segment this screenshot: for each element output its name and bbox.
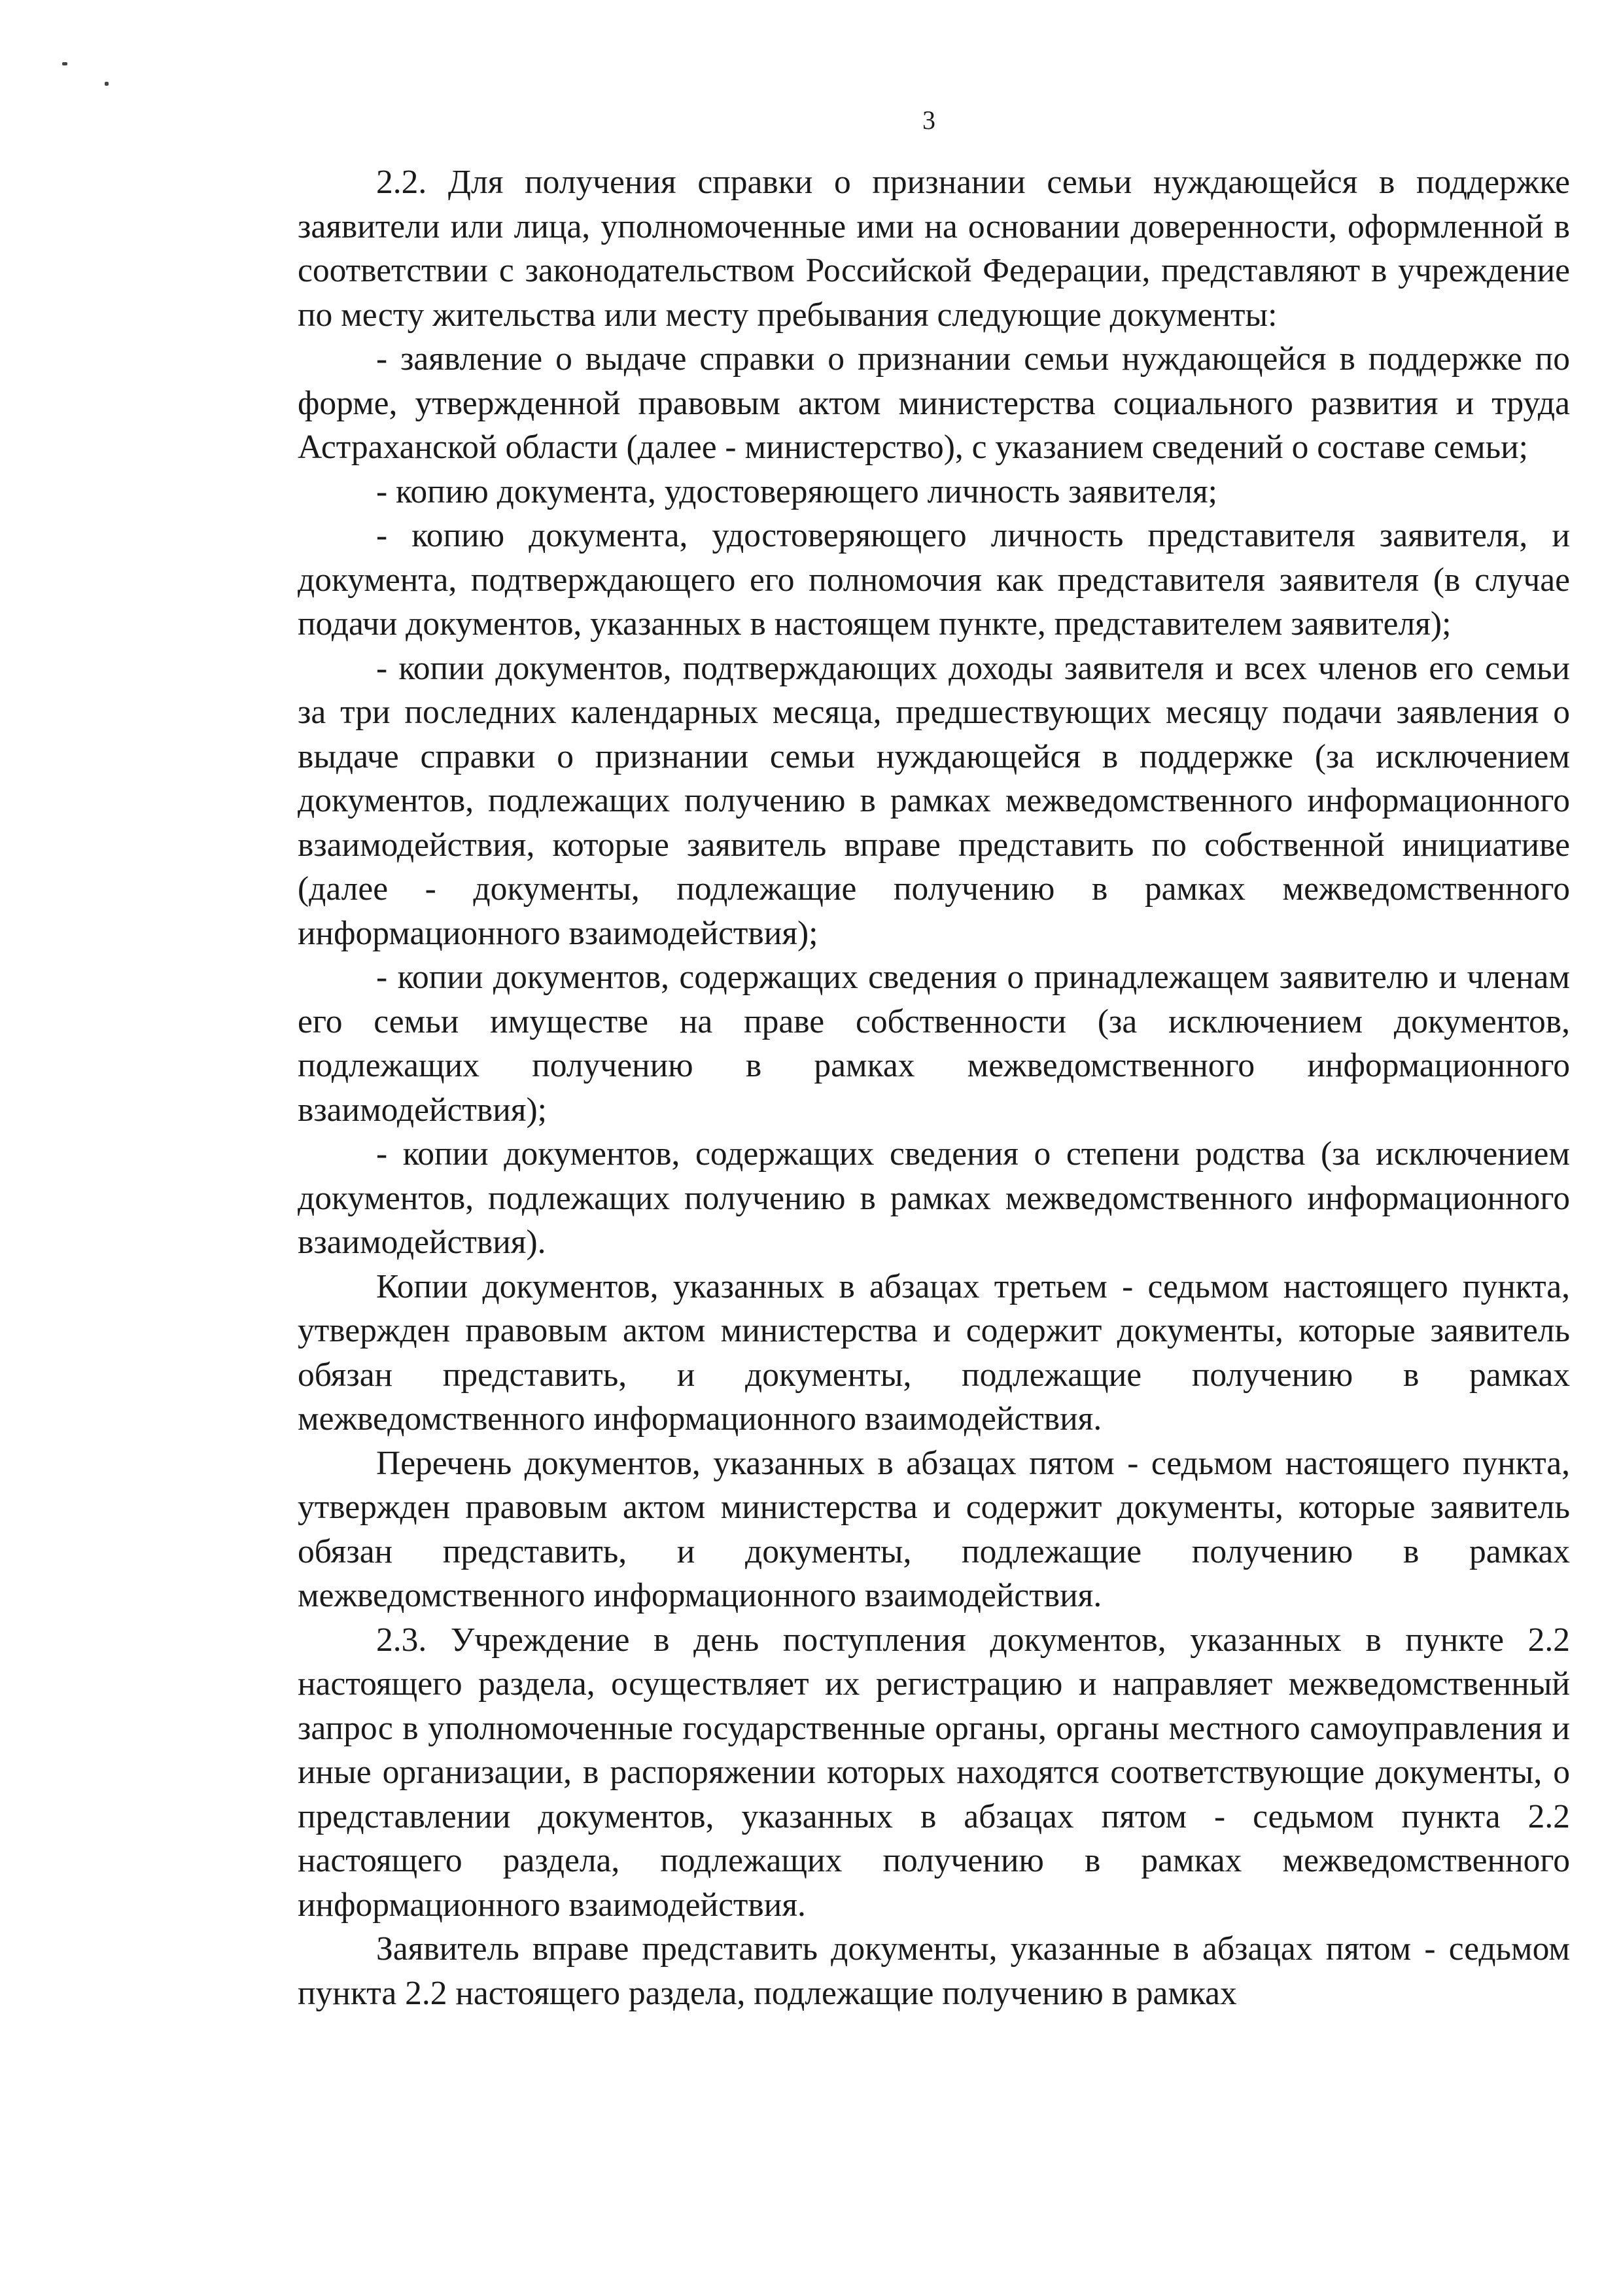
paragraph-copies: Копии документов, указанных в абзацах третьем - седьмом настоящего пункта, утвержден правовым актом министерства и содержит документы, которые заявитель обязан представить, и документы, подлежащие получению в рамках межведомственного информационного взаимодействия. [298, 1267, 1570, 1438]
list-item-property-documents: - копии документов, содержащих сведения о принадлежащем заявителю и членам его семьи имуществе на праве собственности (за исключением документов, подлежащих получению в рамках межведомственного информационного взаимодействия); [298, 959, 1570, 1129]
scan-speck-2 [105, 82, 109, 86]
document-body [298, 160, 1570, 2015]
scan-speck-1 [62, 62, 67, 65]
paragraph-2-2: 2.2. Для получения справки о признании семьи нуждающейся в поддержке заявители или лица, уполномоченные ими на основании доверенности, оформленной в соответствии с законодательством Российской Федерации, представляют в учреждение по месту жительства или месту пребывания следующие документы: [298, 164, 1570, 334]
paragraph-applicant-right: Заявитель вправе представить документы, указанные в абзацах пятом - седьмом пункта 2.2 настоящего раздела, подлежащие получению в рамках [298, 1930, 1570, 2012]
paragraph-2-3: 2.3. Учреждение в день поступления документов, указанных в пункте 2.2 настоящего раздела, осуществляет их регистрацию и направляет межведомственный запрос в уполномоченные государственные органы, органы местного самоуправления и иные организации, в распоряжении которых находятся соответствующие документы, о представлении документов, указанных в абзацах пятом - седьмом пункта 2.2 настоящего раздела, подлежащих получению в рамках межведомственного информационного взаимодействия. [298, 1621, 1570, 1924]
page-number: 3 [922, 105, 935, 135]
list-item-application: - заявление о выдаче справки о признании семьи нуждающейся в поддержке по форме, утвержденной правовым актом министерства социального развития и труда Астраханской области (далее - министерство), с указанием сведений о составе семьи; [298, 340, 1570, 466]
list-item-kinship-documents: - копии документов, содержащих сведения о степени родства (за исключением документов, подлежащих получению в рамках межведомственного информационного взаимодействия). [298, 1135, 1570, 1261]
list-item-applicant-id: - копию документа, удостоверяющего личность заявителя; [376, 472, 1217, 510]
list-item-income-documents: - копии документов, подтверждающих доходы заявителя и всех членов его семьи за три последних календарных месяца, предшествующих месяцу подачи заявления о выдаче справки о признании семьи нуждающейся в поддержке (за исключением документов, подлежащих получению в рамках межведомственного информационного взаимодействия, которые заявитель вправе представить по собственной инициативе (далее - документы, подлежащие получению в рамках межведомственного информационного взаимодействия); [298, 649, 1570, 952]
list-item-representative-id: - копию документа, удостоверяющего личность представителя заявителя, и документа, подтверждающего его полномочия как представителя заявителя (в случае подачи документов, указанных в настоящем пункте, представителем заявителя); [298, 517, 1570, 643]
paragraph-document-list: Перечень документов, указанных в абзацах пятом - седьмом настоящего пункта, утвержден правовым актом министерства и содержит документы, которые заявитель обязан представить, и документы, подлежащие получению в рамках межведомственного информационного взаимодействия. [298, 1444, 1570, 1614]
